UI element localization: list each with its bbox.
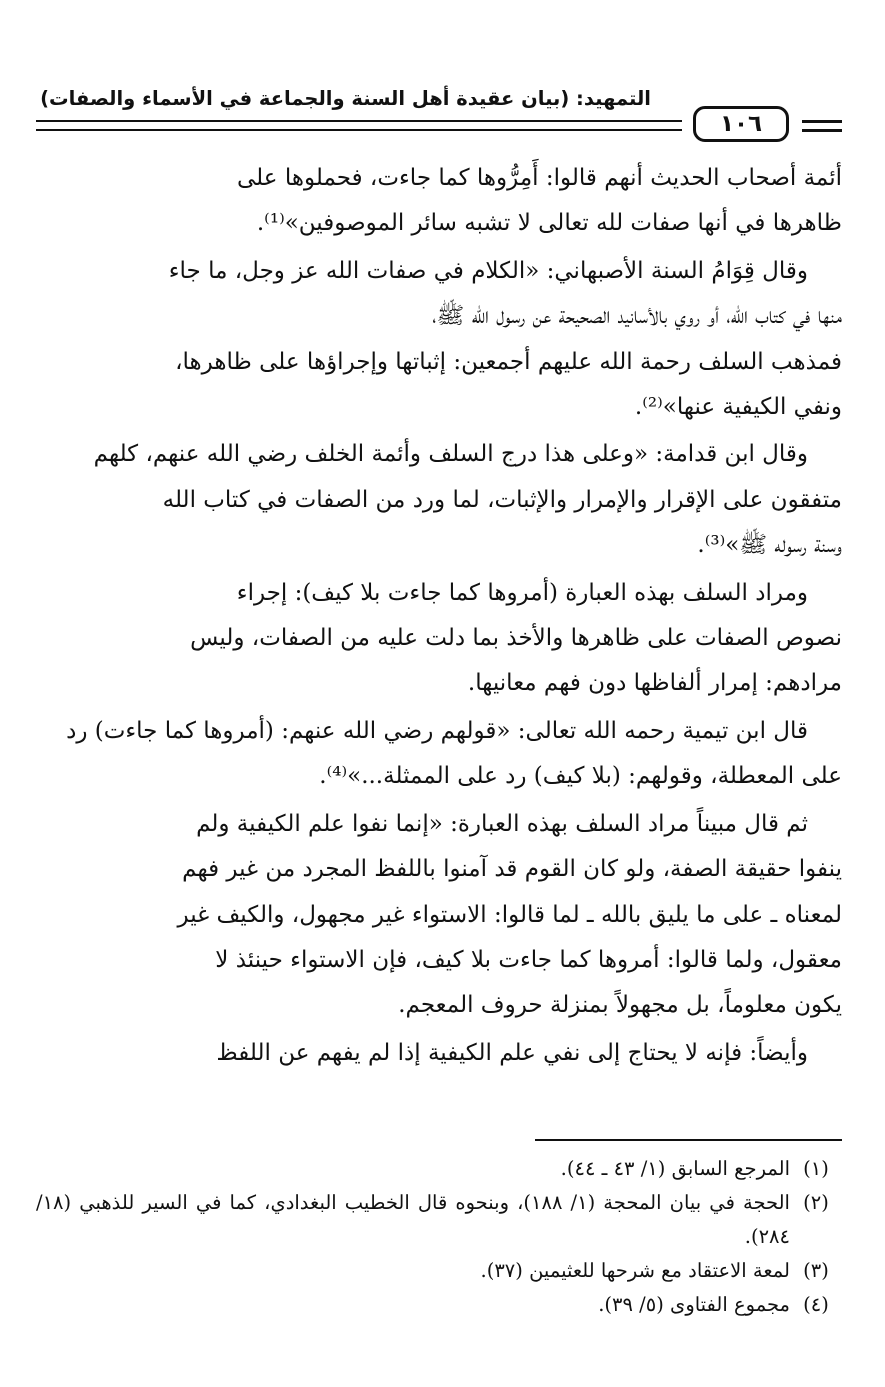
- text-line: وأيضاً: فإنه لا يحتاج إلى نفي علم الكيفية إذا لم يفهم عن اللفظ: [216, 1039, 808, 1066]
- footnote-text: لمعة الاعتقاد مع شرحها للعثيمين (٣٧).: [480, 1259, 790, 1282]
- text-line: ومراد السلف بهذه العبارة (أمروها كما جاءت بلا كيف): إجراء: [236, 579, 808, 606]
- text-line: مرادهم: إمرار ألفاظها دون فهم معانيها.: [467, 670, 842, 697]
- main-text: [36, 156, 842, 1076]
- paragraph: [36, 432, 842, 568]
- footnote: [36, 1254, 842, 1288]
- footnote-text: الحجة في بيان المحجة (١/ ١٨٨)، وبنحوه قال الخطيب البغدادي، كما في السير للذهبي (١٨/ ٢٨٤).: [36, 1191, 790, 1248]
- text-line: ظاهرها في أنها صفات لله تعالى لا تشبه سائر الموصوفين»⁽¹⁾.: [256, 210, 842, 237]
- text-line: وسنة رسوله ﷺ»⁽³⁾.: [697, 532, 842, 559]
- text-line: ونفي الكيفية عنها»⁽²⁾.: [634, 394, 842, 421]
- paragraph: [36, 571, 842, 707]
- footnote: [36, 1186, 842, 1254]
- text-line: وقال قِوَامُ السنة الأصبهاني: «الكلام في صفات الله عز وجل، ما جاء: [168, 257, 808, 284]
- footnote-number: (١): [803, 1157, 829, 1180]
- footnote-number: (٣): [803, 1259, 829, 1282]
- paragraph: [36, 156, 842, 247]
- text-line: نصوص الصفات على ظاهرها والأخذ بما دلت عليه من الصفات، وليس: [190, 625, 842, 652]
- text-line: فمذهب السلف رحمة الله عليهم أجمعين: إثباتها وإجراؤها على ظاهرها،: [175, 348, 842, 375]
- footnote-separator: [535, 1139, 842, 1141]
- running-title: التمهيد: (بيان عقيدة أهل السنة والجماعة في الأسماء والصفات): [40, 87, 651, 110]
- page-number-rule-top: [802, 120, 842, 123]
- text-line: على المعطلة، وقولهم: (بلا كيف) رد على الممثلة...»⁽⁴⁾.: [319, 763, 842, 790]
- page-number: ١٠٦: [693, 106, 789, 142]
- header-rule-top: [36, 120, 682, 122]
- paragraph: [36, 249, 842, 431]
- footnote-text: مجموع الفتاوى (٥/ ٣٩).: [598, 1293, 790, 1316]
- paragraph: [36, 1031, 842, 1076]
- text-line: ينفوا حقيقة الصفة، ولو كان القوم قد آمنوا باللفظ المجرد من غير فهم: [182, 856, 842, 883]
- footnote-number: (٢): [803, 1191, 829, 1214]
- footnote: [36, 1152, 842, 1186]
- text-line: ثم قال مبيناً مراد السلف بهذه العبارة: «إنما نفوا علم الكيفية ولم: [196, 810, 808, 837]
- text-line: لمعناه ـ على ما يليق بالله ـ لما قالوا: الاستواء غير مجهول، والكيف غير: [177, 901, 842, 928]
- text-line: متفقون على الإقرار والإمرار والإثبات، لما ورد من الصفات في كتاب الله: [162, 486, 842, 513]
- text-line: أئمة أصحاب الحديث أنهم قالوا: أَمِرُّوها كما جاءت، فحملوها على: [237, 165, 842, 191]
- footnote-text: المرجع السابق (١/ ٤٣ ـ ٤٤).: [560, 1157, 790, 1180]
- text-line: منها في كتاب الله، أو روي بالأسانيد الصحيحة عن رسول الله ﷺ،: [432, 303, 842, 330]
- page-number-rule-bottom: [802, 129, 842, 132]
- paragraph: [36, 709, 842, 800]
- footnote-number: (٤): [803, 1293, 829, 1316]
- paragraph: [36, 802, 842, 1029]
- text-line: قال ابن تيمية رحمه الله تعالى: «قولهم رضي الله عنهم: (أمروها كما جاءت) رد: [66, 717, 808, 744]
- text-line: يكون معلوماً، بل مجهولاً بمنزلة حروف المعجم.: [398, 992, 842, 1019]
- text-line: معقول، ولما قالوا: أمروها كما جاءت بلا كيف، فإن الاستواء حينئذ لا: [215, 946, 842, 973]
- footnotes: [36, 1152, 842, 1322]
- header-rule-bottom: [36, 129, 682, 131]
- footnote: [36, 1288, 842, 1322]
- text-line: وقال ابن قدامة: «وعلى هذا درج السلف وأئمة الخلف رضي الله عنهم، كلهم: [93, 441, 808, 468]
